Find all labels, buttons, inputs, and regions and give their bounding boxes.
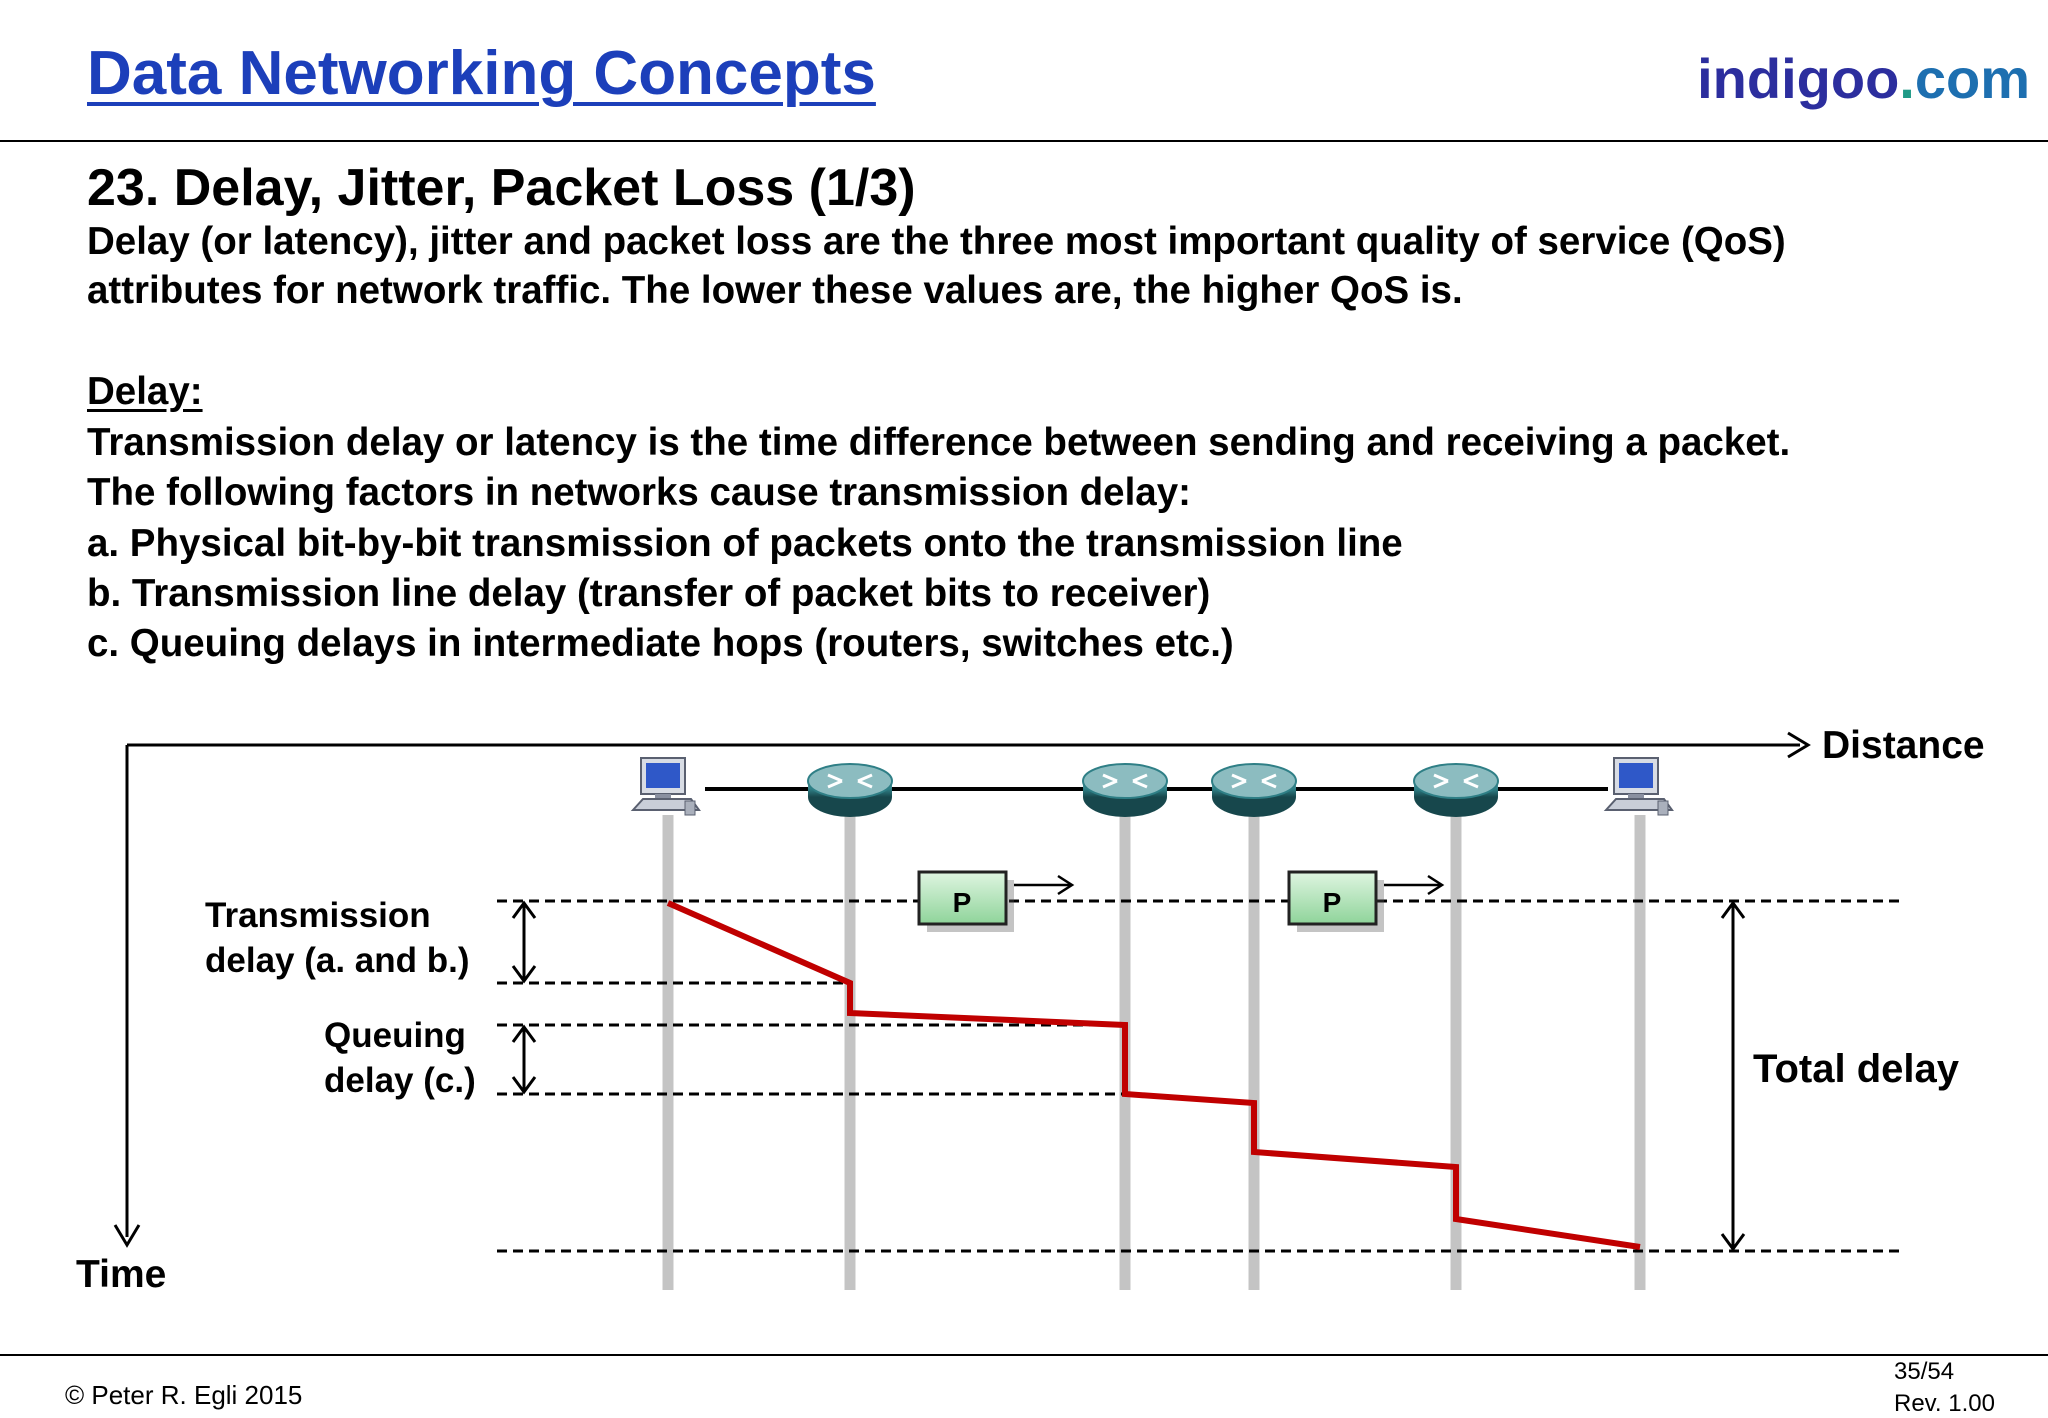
delay-factor-b: b. Transmission line delay (transfer of packet bits to receiver) <box>87 572 1211 615</box>
delay-heading: Delay: <box>87 370 203 413</box>
total-delay-label: Total delay <box>1753 1047 1959 1091</box>
distance-label: Distance <box>1822 724 1985 767</box>
brand-logo <box>1697 46 2030 111</box>
pc-icon <box>1606 758 1672 815</box>
router-icon <box>1212 764 1296 817</box>
transmission-delay-label-line-1: Transmission <box>205 896 431 935</box>
delay-factor-a: a. Physical bit-by-bit transmission of packets onto the transmission line <box>87 522 1403 565</box>
time-label: Time <box>76 1253 167 1296</box>
intro-line-1: Delay (or latency), jitter and packet loss are the three most important quality of service (QoS) <box>87 220 1786 263</box>
queuing-delay-label-line-1: Queuing <box>324 1016 466 1055</box>
header-divider <box>0 140 2048 142</box>
delay-path <box>668 903 1640 1247</box>
delay-factors-intro: The following factors in networks cause transmission delay: <box>87 471 1191 514</box>
footer-revision: Rev. 1.00 <box>1894 1390 1995 1417</box>
transmission-delay-indicator <box>513 903 535 981</box>
transmission-delay-label-line-2: delay (a. and b.) <box>205 941 470 980</box>
footer-copyright: © Peter R. Egli 2015 <box>65 1380 303 1410</box>
intro-line-2: attributes for network traffic. The lower these values are, the higher QoS is. <box>87 269 1463 312</box>
queuing-delay-label-line-2: delay (c.) <box>324 1061 476 1100</box>
router-icon <box>1083 764 1167 817</box>
router-icon <box>808 764 892 817</box>
total-delay-indicator <box>1722 903 1744 1249</box>
axes <box>115 733 1808 1245</box>
packet-label: P <box>1322 887 1342 918</box>
brand-part-3: com <box>1914 47 2030 110</box>
footer-divider <box>0 1354 2048 1356</box>
delay-diagram <box>0 700 2048 1320</box>
node-lines <box>668 815 1640 1290</box>
time-reference-lines <box>497 901 1905 1251</box>
footer-page-number: 35/54 <box>1894 1358 1955 1385</box>
packet-label: P <box>952 887 972 918</box>
router-icon <box>1414 764 1498 817</box>
slide-title: 23. Delay, Jitter, Packet Loss (1/3) <box>87 159 916 217</box>
course-title: Data Networking Concepts <box>87 39 876 108</box>
delay-definition: Transmission delay or latency is the time difference between sending and receiving a packet. <box>87 421 1791 464</box>
packet-box <box>1289 872 1442 932</box>
delay-factor-c: c. Queuing delays in intermediate hops (routers, switches etc.) <box>87 622 1234 665</box>
brand-part-1: indigoo <box>1697 47 1900 110</box>
pc-icon <box>633 758 699 815</box>
brand-part-2: . <box>1899 47 1915 110</box>
queuing-delay-indicator <box>513 1027 535 1092</box>
